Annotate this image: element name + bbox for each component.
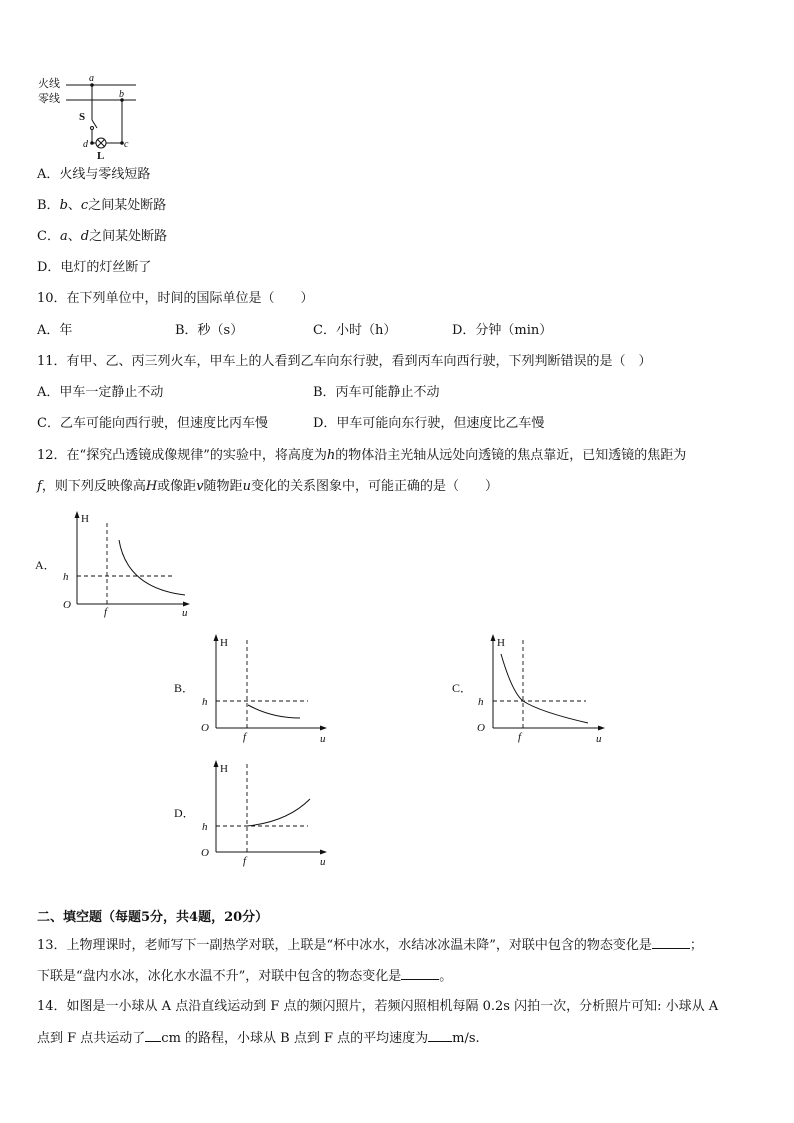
live-wire-label: 火线 xyxy=(38,78,60,90)
x-axis-label: u xyxy=(182,607,188,619)
circuit-diagram xyxy=(30,70,150,162)
point-c-label: c xyxy=(124,139,129,150)
answer-blank[interactable] xyxy=(401,967,439,980)
answer-blank[interactable] xyxy=(428,1029,452,1042)
q11-option-c: C．乙车可能向西行驶，但速度比丙车慢 xyxy=(37,416,268,431)
curve-a xyxy=(119,540,185,595)
origin-label: O xyxy=(201,722,209,734)
graph-d-option-label: D． xyxy=(174,806,195,820)
q11-stem: 11．有甲、乙、丙三列火车，甲车上的人看到乙车向东行驶，看到丙车向西行驶，下列判断错误的是（ ） xyxy=(37,354,652,369)
y-axis-arrow-icon xyxy=(214,634,219,641)
curve-c xyxy=(501,654,588,723)
graph-a-option-label: A． xyxy=(35,558,56,572)
q9-option-d: D．电灯的灯丝断了 xyxy=(37,260,152,275)
q13-line2: 下联是“盘内水冰，冰化水水温不升”，对联中包含的物态变化是 。 xyxy=(37,969,453,984)
q12-stem-line1: 12．在“探究凸透镜成像规律”的实验中，将高度为h的物体沿主光轴从远处向透镜的焦点靠近，已知透镜的焦距为 xyxy=(37,448,687,463)
x-axis-arrow-icon xyxy=(320,850,327,855)
q9-option-c: C．a、d之间某处断路 xyxy=(37,229,168,244)
answer-blank[interactable] xyxy=(652,936,690,949)
lamp-label: L xyxy=(97,150,105,162)
y-axis-arrow-icon xyxy=(491,634,496,641)
point-d-label: d xyxy=(83,139,88,150)
origin-label: O xyxy=(201,847,209,859)
q9-option-a: A．火线与零线短路 xyxy=(37,167,151,182)
q10-option-b: B．秒（s） xyxy=(175,323,244,338)
q10-option-c: C．小时（h） xyxy=(313,323,397,338)
q10-option-d: D．分钟（min） xyxy=(452,323,553,338)
graph-option-a xyxy=(35,508,200,620)
answer-blank[interactable] xyxy=(145,1029,161,1042)
q13-line1: 13．上物理课时，老师写下一副热学对联，上联是“杯中冰水，水结冰冰温未降”，对联中包含的物态变化是 ； xyxy=(37,938,703,953)
q9-option-b: B．b、c之间某处断路 xyxy=(37,198,167,213)
neutral-wire-label: 零线 xyxy=(38,93,60,105)
curve-b xyxy=(248,705,300,718)
x-axis-label: u xyxy=(320,733,326,745)
y-axis-label: H xyxy=(497,637,505,649)
q14-line2: 点到 F 点共运动了 cm 的路程，小球从 B 点到 F 点的平均速度为 m/s. xyxy=(37,1031,480,1046)
x-axis-label: u xyxy=(320,856,326,868)
graph-option-b xyxy=(172,630,337,745)
y-axis-label: H xyxy=(81,513,89,525)
f-label: f xyxy=(104,606,108,618)
x-axis-arrow-icon xyxy=(183,602,190,607)
x-axis-label: u xyxy=(596,733,602,745)
y-axis-arrow-icon xyxy=(75,511,80,518)
section-heading: 二、填空题（每题5分，共4题，20分） xyxy=(37,910,269,925)
point-a-label: a xyxy=(89,73,94,84)
point-b-label: b xyxy=(119,89,124,100)
y-axis-arrow-icon xyxy=(214,760,219,767)
graph-b-option-label: B． xyxy=(174,681,195,695)
q11-option-b: B．丙车可能静止不动 xyxy=(313,385,440,400)
q12-stem-line2: f，则下列反映像高H或像距v随物距u变化的关系图象中，可能正确的是（ ） xyxy=(37,479,498,494)
switch-contact xyxy=(91,127,94,130)
h-label: h xyxy=(202,696,208,708)
h-label: h xyxy=(202,821,208,833)
h-label: h xyxy=(63,571,69,583)
origin-label: O xyxy=(63,599,71,611)
q14-line1: 14．如图是一小球从 A 点沿直线运动到 F 点的频闪照片，若频闪照相机每隔 0.2s 闪拍一次，分析照片可知: 小球从 A xyxy=(37,999,719,1014)
junction-d xyxy=(90,141,94,145)
q11-option-a: A．甲车一定静止不动 xyxy=(37,385,164,400)
f-label: f xyxy=(243,855,247,867)
f-label: f xyxy=(518,731,522,743)
f-label: f xyxy=(243,731,247,743)
x-axis-arrow-icon xyxy=(598,726,605,731)
y-axis-label: H xyxy=(220,637,228,649)
curve-d xyxy=(247,799,310,826)
q10-option-a: A．年 xyxy=(37,323,73,338)
y-axis-label: H xyxy=(220,763,228,775)
origin-label: O xyxy=(477,722,485,734)
switch-label: S xyxy=(79,111,86,123)
q10-stem: 10．在下列单位中，时间的国际单位是（ ） xyxy=(37,291,314,306)
x-axis-arrow-icon xyxy=(320,726,327,731)
graph-option-d xyxy=(172,754,337,869)
h-label: h xyxy=(478,696,484,708)
q11-option-d: D．甲车可能向东行驶，但速度比乙车慢 xyxy=(313,416,545,431)
graph-c-option-label: C． xyxy=(452,681,473,695)
graph-option-c xyxy=(450,630,615,745)
